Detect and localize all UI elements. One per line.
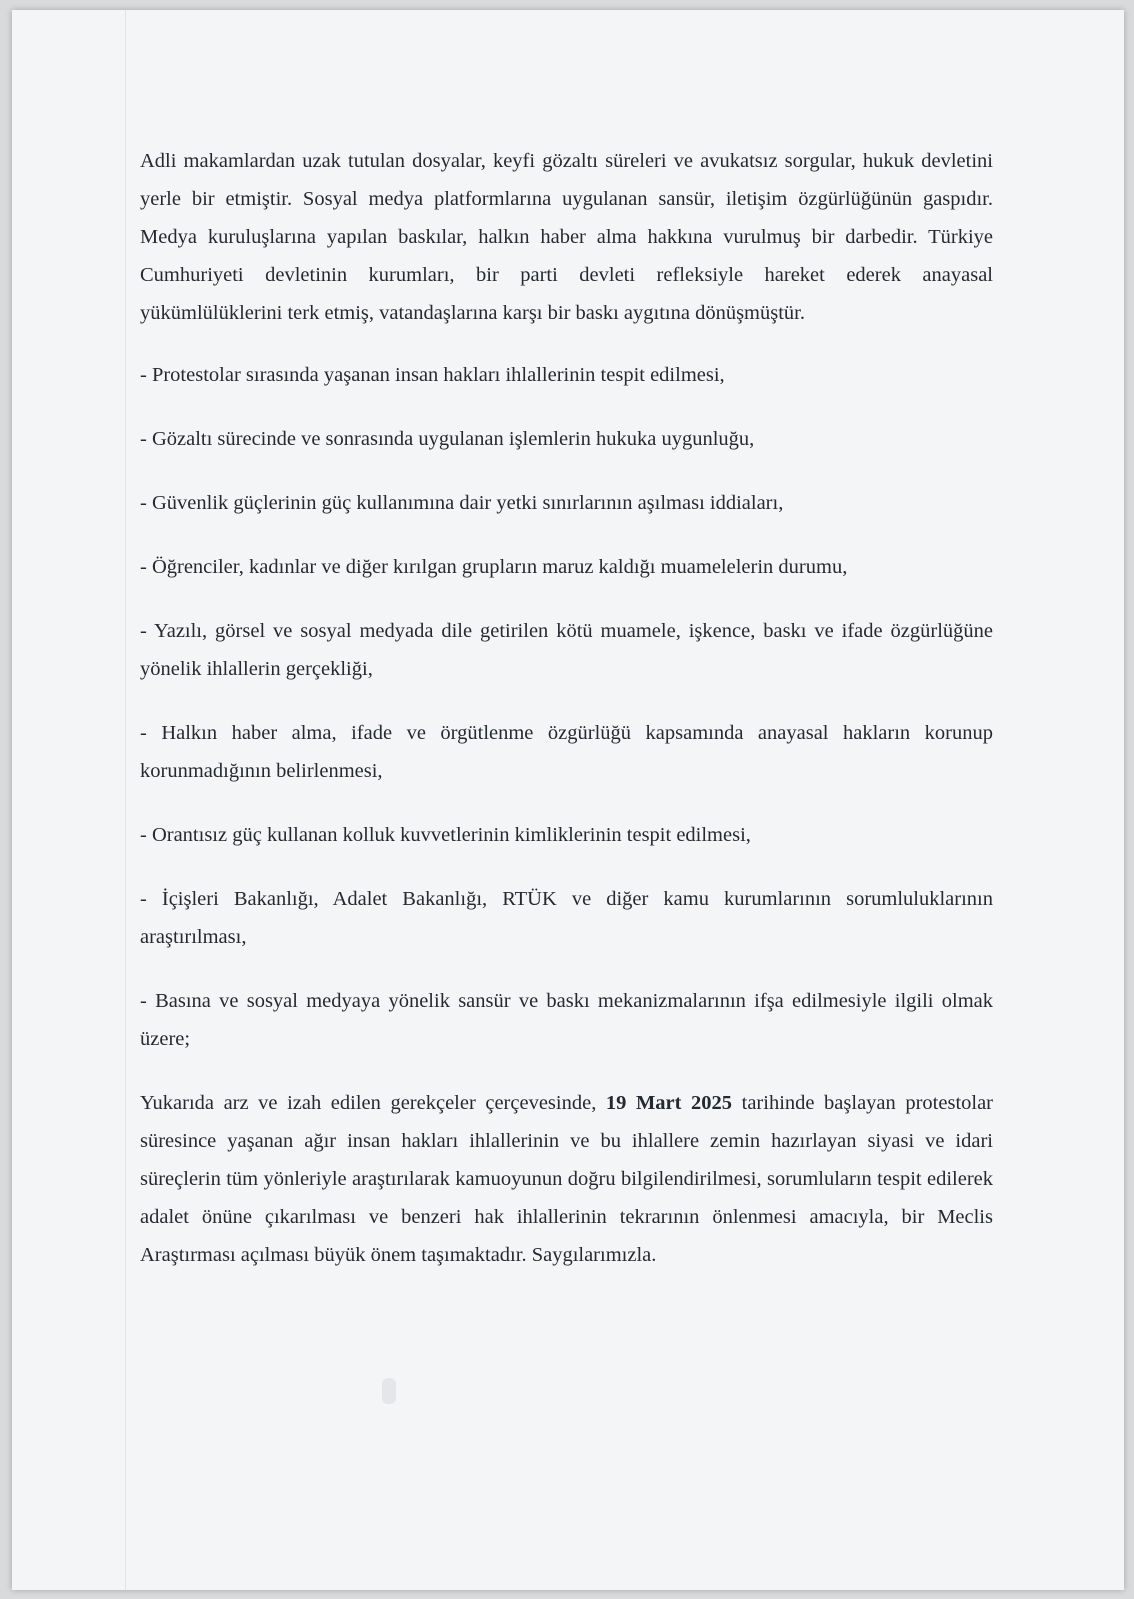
closing-text-end: tarihinde başlayan protestolar süresince yaşanan ağır insan hakları ihlallerinin ve bu ihlallere zemin hazırlayan siyasi ve idari süreçlerin tüm yönleriyle araştırılarak kamuoyunun doğru bilgilendirilmesi, sorumluların tespit edilerek adalet önüne çıkarılması ve benzeri hak ihlallerinin tekrarının önlenmesi amacıyla, bir Meclis Araştırması açılması büyük önem taşımaktadır. Saygılarımızla. bbox=[140, 1092, 994, 1266]
list-item: - İçişleri Bakanlığı, Adalet Bakanlığı, RTÜK ve diğer kamu kurumlarının sorumluluklarının araştırılması, bbox=[140, 888, 993, 948]
scan-smudge bbox=[382, 1378, 396, 1404]
closing-text-start: Yukarıda arz ve izah edilen gerekçeler çerçevesinde, bbox=[140, 1092, 606, 1114]
list-item: - Protestolar sırasında yaşanan insan hakları ihlallerinin tespit edilmesi, bbox=[140, 364, 725, 386]
page-fold-line bbox=[125, 10, 126, 1590]
intro-paragraph: Adli makamlardan uzak tutulan dosyalar, keyfi gözaltı süreleri ve avukatsız sorgular, hukuk devletini yerle bir etmiştir. Sosyal medya platformlarına uygulanan sansür, iletişim özgürlüğünün gaspıdır. Medya kuruluşlarına yapılan baskılar, halkın haber alma hakkına vurulmuş bir darbedir. Türkiye Cumhuriyeti devletinin kurumları, bir parti devleti refleksiyle hareket ederek anayasal yükümlülüklerini terk etmiş, vatandaşlarına karşı bir baskı aygıtına dönüşmüştür. bbox=[140, 150, 993, 324]
list-item: - Orantısız güç kullanan kolluk kuvvetlerinin kimliklerinin tespit edilmesi, bbox=[140, 824, 751, 846]
list-item: - Güvenlik güçlerinin güç kullanımına dair yetki sınırlarının aşılması iddiaları, bbox=[140, 492, 784, 514]
list-item: - Öğrenciler, kadınlar ve diğer kırılgan grupların maruz kaldığı muamelelerin durumu, bbox=[140, 556, 848, 578]
list-item: - Halkın haber alma, ifade ve örgütlenme özgürlüğü kapsamında anayasal hakların korunup korunmadığının belirlenmesi, bbox=[140, 722, 993, 782]
list-item: - Basına ve sosyal medyaya yönelik sansür ve baskı mekanizmalarının ifşa edilmesiyle ilgili olmak üzere; bbox=[140, 990, 993, 1050]
document-page bbox=[12, 10, 1124, 1590]
closing-date: 19 Mart 2025 bbox=[605, 1092, 733, 1114]
list-item: - Gözaltı sürecinde ve sonrasında uygulanan işlemlerin hukuka uygunluğu, bbox=[140, 428, 755, 450]
document-body bbox=[140, 142, 993, 1274]
list-item: - Yazılı, görsel ve sosyal medyada dile getirilen kötü muamele, işkence, baskı ve ifade özgürlüğüne yönelik ihlallerin gerçekliği, bbox=[140, 620, 993, 680]
closing-paragraph bbox=[140, 1084, 993, 1274]
